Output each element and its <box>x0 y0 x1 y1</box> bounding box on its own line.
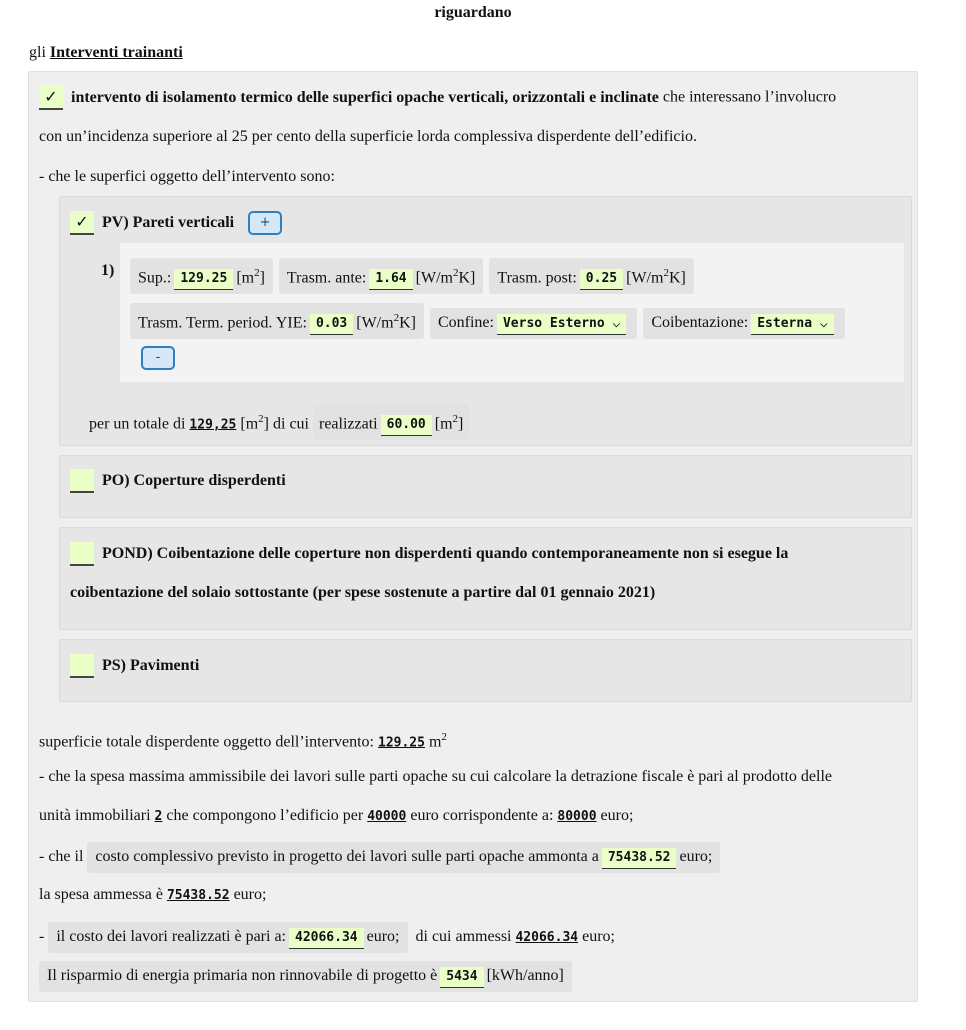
ammessa-line: la spesa ammessa è 75438.52 euro; <box>39 886 267 903</box>
remove-pv-item-button[interactable]: - <box>141 346 175 370</box>
po-header: PO) Coperture disperdenti <box>70 469 286 493</box>
po-checkbox[interactable] <box>70 469 94 493</box>
intro-line: gli Interventi trainanti <box>29 44 183 61</box>
post-input[interactable]: 0.25 <box>580 269 623 290</box>
ammessa-value: 75438.52 <box>166 888 230 903</box>
pv-item-index: 1) <box>101 262 115 279</box>
pond-line-2: coibentazione del solaio sottostante (per spese sostenute a partire dal 01 gennaio 2021) <box>70 584 656 601</box>
pv-total-line: per un totale di 129,25 $[m^2]$ di cui realizzati 60.00 $[m^2]$ <box>89 404 469 440</box>
risparmio-input[interactable]: 5434 <box>440 967 483 988</box>
sup-field: Sup.: 129.25 $[m^2]$ <box>130 258 273 294</box>
pond-checkbox[interactable] <box>70 542 94 566</box>
realized-input[interactable]: 60.00 <box>381 415 432 436</box>
coibentazione-field: Coibentazione: Esterna ⌵ <box>643 308 844 339</box>
spesa-line-2: unità immobiliari 2 che compongono l’edificio per 40000 euro corrispondente a: 80000 euro; <box>39 807 634 824</box>
interventi-trainanti-link[interactable]: Interventi trainanti <box>49 44 183 61</box>
yie-input[interactable]: 0.03 <box>310 314 353 335</box>
pv-checkbox[interactable]: ✓ <box>70 211 94 235</box>
ps-checkbox[interactable] <box>70 654 94 678</box>
realizzati-input[interactable]: 42066.34 <box>289 928 364 949</box>
realizzati-field: il costo dei lavori realizzati è pari a: 42066.34 euro; <box>48 922 407 953</box>
units-value: 2 <box>154 809 163 824</box>
yie-field: Trasm. Term. period. YIE: 0.03 $[W/m^2K]$ <box>130 303 424 339</box>
post-field: Trasm. post: 0.25 $[W/m^2K]$ <box>489 258 693 294</box>
costo-input[interactable]: 75438.52 <box>602 848 677 869</box>
max-total-value: 80000 <box>557 809 597 824</box>
intervention-line: ✓ intervento di isolamento termico delle superfici opache verticali, orizzontali e inclinate che interessano l’involucro <box>39 86 836 110</box>
pv-item-row-2 <box>130 303 845 339</box>
pv-total-value: 129,25 <box>189 417 237 433</box>
spesa-line-1: - che la spesa massima ammissibile dei lavori sulle parti opache su cui calcolare la detrazione fiscale è pari al prodotto delle <box>39 768 833 785</box>
add-pv-button[interactable]: + <box>248 211 282 235</box>
realizzati-line: - il costo dei lavori realizzati è pari a: 42066.34 euro; di cui ammessi 42066.34 euro; <box>39 922 615 953</box>
ante-input[interactable]: 1.64 <box>369 269 412 290</box>
confine-select[interactable]: Verso Esterno ⌵ <box>497 314 626 335</box>
realized-field: realizzati 60.00 $[m^2]$ <box>313 404 469 440</box>
costo-field: costo complessivo previsto in progetto dei lavori sulle parti opache ammonta a 75438.52 euro; <box>87 842 720 873</box>
risparmio-field: Il risparmio di energia primaria non rinnovabile di progetto è 5434 [kWh/anno] <box>39 961 572 992</box>
ammessi-value: 42066.34 <box>515 930 579 945</box>
ps-header: PS) Pavimenti <box>70 654 199 678</box>
sup-input[interactable]: 129.25 <box>174 269 233 290</box>
pond-header: POND) Coibentazione delle coperture non disperdenti quando contemporaneamente non si esegue la <box>70 542 788 566</box>
total-surface-line: superficie totale disperdente oggetto dell’intervento: 129.25 $m^2$ <box>39 731 447 751</box>
remove-row <box>141 346 175 370</box>
surfaces-intro: - che le superfici oggetto dell’intervento sono: <box>39 168 335 185</box>
risparmio-line <box>39 961 572 992</box>
pv-header: ✓ PV) Pareti verticali + <box>70 211 282 235</box>
total-surface-value: 129.25 <box>378 735 425 751</box>
page-title: riguardano <box>434 4 512 21</box>
ante-field: Trasm. ante: 1.64 $[W/m^2K]$ <box>279 258 483 294</box>
coibentazione-select[interactable]: Esterna ⌵ <box>751 314 833 335</box>
costo-line: - che il costo complessivo previsto in progetto dei lavori sulle parti opache ammonta a 75438.52 euro; <box>39 842 720 873</box>
pv-item-row-1 <box>130 258 694 294</box>
confine-field: Confine: Verso Esterno ⌵ <box>430 308 637 339</box>
per-unit-value: 40000 <box>367 809 407 824</box>
intervention-checkbox[interactable]: ✓ <box>39 86 63 110</box>
intervention-line-2: con un’incidenza superiore al 25 per cento della superficie lorda complessiva disperdente dell’edificio. <box>39 128 697 145</box>
